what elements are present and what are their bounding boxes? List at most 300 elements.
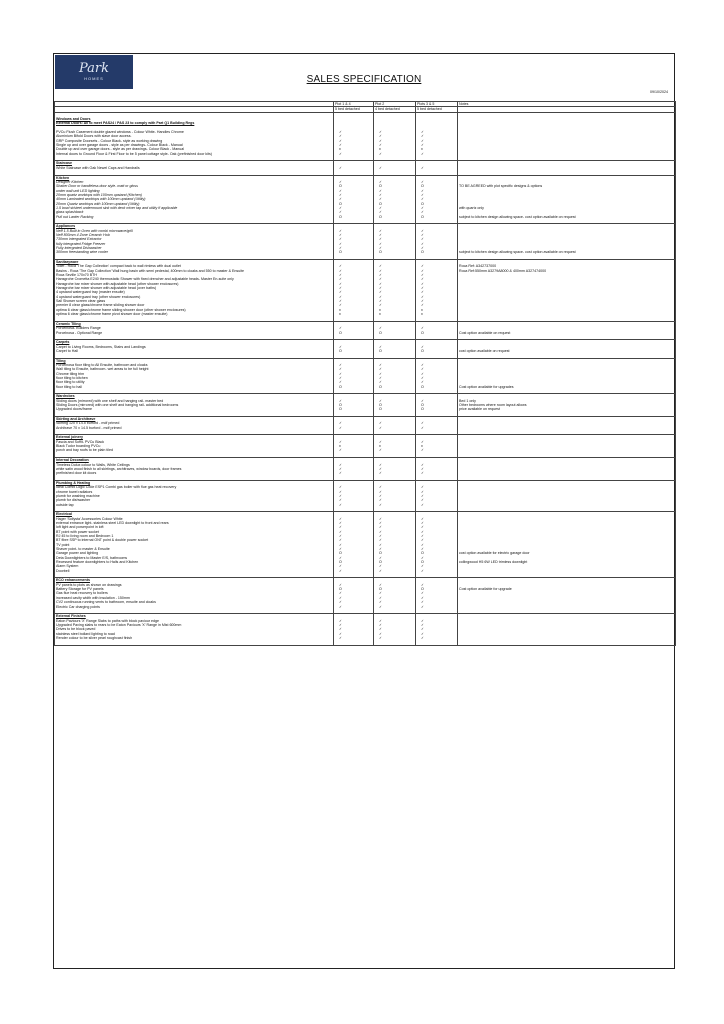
- plot-availability-mark: ✓: [421, 188, 425, 193]
- spec-note: cost option available for electric garage door: [459, 551, 530, 556]
- spec-item: Black Tudor boarding PVCu: [56, 444, 101, 449]
- plot-availability-mark: ✓: [421, 138, 425, 143]
- plot-availability-mark: ✓: [379, 534, 383, 538]
- spacer: [56, 573, 332, 577]
- spacer: [375, 507, 414, 511]
- plot-availability-mark: x: [379, 147, 381, 152]
- plot-availability-mark: ✓: [421, 294, 425, 299]
- section-plot-column: [374, 512, 416, 578]
- plot-availability-mark: ✓: [379, 246, 383, 250]
- plot-availability-mark: ✓: [339, 375, 343, 380]
- spec-item: external entrance light- stainless steel LED downlight to front and rears: [56, 520, 169, 525]
- plot-availability-mark: ✓: [339, 618, 343, 623]
- plot-availability-mark: ✓: [339, 228, 343, 233]
- plot-availability-mark: ✓: [339, 281, 343, 286]
- plot-availability-mark: ✓: [339, 294, 343, 299]
- section-notes: [458, 394, 676, 417]
- plot-availability-mark: ✓: [421, 600, 425, 605]
- spacer: [459, 255, 674, 259]
- spec-section: [55, 358, 676, 394]
- spacer: [459, 476, 674, 480]
- plot-availability-mark: ✓: [421, 232, 425, 237]
- plot-availability-mark: ✓: [379, 398, 383, 403]
- section-title: External Finishes: [56, 614, 86, 619]
- spec-item: Alarm System: [56, 564, 79, 569]
- plot-availability-mark: ✓: [379, 237, 383, 242]
- spec-item: Drives to be block paved: [56, 627, 96, 632]
- section-plot-column: [416, 112, 458, 161]
- house-type-plot-2: 4 bed detached: [374, 107, 416, 112]
- plot-availability-mark: x: [379, 307, 381, 312]
- plot-availability-mark: O: [421, 330, 424, 335]
- spec-item: Carpet to Living Rooms, Bedrooms, Stairs and Landings: [56, 344, 146, 349]
- section-description: [55, 358, 334, 394]
- plot-availability-mark: ✓: [421, 498, 425, 503]
- spacer: [417, 573, 456, 577]
- spec-section: [55, 340, 676, 358]
- spec-item: Deta Downlighters to Master E/S, bathrooms: [56, 555, 128, 560]
- spec-item: chrome towel radiators: [56, 489, 93, 494]
- plot-availability-mark: ✓: [339, 290, 343, 295]
- spacer: [56, 412, 332, 416]
- plot-availability-mark: O: [379, 587, 382, 592]
- plot-availability-mark: ✓: [421, 547, 425, 552]
- plot-availability-mark: ✓: [379, 371, 383, 376]
- spacer: [417, 335, 456, 339]
- plot-availability-mark: ✓: [421, 595, 425, 600]
- spec-item: Hansgrohe bar mixer shower with adjustable head (other shower enclosures): [56, 281, 179, 286]
- section-plot-column: [416, 512, 458, 578]
- spec-item: stainless steel bollard lighting to road: [56, 631, 115, 636]
- plot-availability-mark: ✓: [339, 205, 343, 210]
- section-description: [55, 578, 334, 614]
- plot-availability-mark: O: [339, 587, 342, 592]
- spec-item: Toilet - Roca 'The Gap Collection' compact back to wall rimless with dual outlet: [56, 264, 181, 269]
- spec-section: [55, 614, 676, 645]
- section-notes: [458, 480, 676, 511]
- plot-availability-mark: ✓: [339, 344, 343, 349]
- spacer: [459, 170, 674, 174]
- plot-availability-mark: ✓: [339, 380, 343, 385]
- plot-availability-mark: ✓: [379, 604, 383, 609]
- section-description: [55, 321, 334, 339]
- section-description: [55, 340, 334, 358]
- spec-section: [55, 175, 676, 224]
- spec-item: 40mm Laminated worktops with 100mm upstand (Utility): [56, 197, 146, 202]
- plot-availability-mark: ✓: [421, 622, 425, 627]
- spec-item: Timeless Dulux colour to Walls, White Ceilings: [56, 462, 130, 467]
- plot-availability-mark: ✓: [339, 188, 343, 193]
- document-date: 09/10/2024: [650, 90, 668, 94]
- plot-availability-mark: ✓: [379, 188, 383, 193]
- plot-availability-mark: O: [379, 407, 382, 412]
- spec-item: loft light and powerpoint in loft: [56, 525, 104, 530]
- plot-availability-mark: ✓: [421, 192, 425, 197]
- spacer: [459, 573, 674, 577]
- plot-availability-mark: ✓: [339, 568, 343, 573]
- plot-availability-mark: O: [421, 184, 424, 189]
- plot-availability-mark: ✓: [339, 489, 343, 494]
- spec-item: Wall tiling to Ensuite, bathroom- wet areas to be full height: [56, 367, 149, 372]
- spacer: [335, 219, 372, 223]
- plot-availability-mark: ✓: [379, 205, 383, 210]
- spec-item: Roca Seville 170x70 BTH: [56, 273, 97, 278]
- plot-availability-mark: ✓: [339, 192, 343, 197]
- spec-item: fully intergrated Fridge Freezer: [56, 241, 106, 246]
- plot-availability-mark: ✓: [421, 489, 425, 494]
- plot-availability-mark: ✓: [339, 635, 343, 640]
- section-notes: [458, 512, 676, 578]
- spacer: [459, 353, 674, 357]
- section-title: Skirting and Architrave: [56, 417, 96, 422]
- spec-item: Porcelnosa - Optional Range: [56, 330, 103, 335]
- plot-availability-mark: ✓: [379, 179, 383, 184]
- plot-availability-mark: O: [379, 184, 382, 189]
- plot-availability-mark: ✓: [421, 538, 425, 543]
- spec-item: Internal doors to Ground Floor & First Floor to be 5 panel cottage style- Oak (prefinished door kits): [56, 151, 213, 156]
- logo-text: Park: [78, 61, 109, 76]
- spec-section: [55, 112, 676, 161]
- spec-item: premier 8 clear glass/chrome frame sliding shower door: [56, 303, 145, 308]
- section-plot-column: [374, 175, 416, 224]
- spacer: [459, 412, 674, 416]
- plot-availability-mark: ✓: [421, 555, 425, 560]
- spec-item: Neff 800mm 4 Zone Ceramic Hob: [56, 232, 110, 237]
- section-description: [55, 175, 334, 224]
- plot-availability-mark: ✓: [421, 326, 425, 331]
- plot-availability-mark: ✓: [379, 525, 383, 530]
- spec-item: Carpet to Hall: [56, 348, 78, 353]
- section-notes: [458, 321, 676, 339]
- plot-availability-mark: ✓: [379, 466, 383, 471]
- section-plot-column: [416, 340, 458, 358]
- plot-availability-mark: O: [339, 407, 342, 412]
- spec-note: Bed 1 only: [459, 398, 476, 403]
- spacer: [459, 219, 674, 223]
- spacer: [417, 317, 456, 321]
- section-notes: [458, 358, 676, 394]
- plot-availability-mark: ✓: [379, 268, 383, 273]
- section-plot-column: [374, 480, 416, 511]
- plot-availability-mark: ✓: [421, 344, 425, 349]
- spec-item: BT point with power socket: [56, 529, 99, 534]
- plot-availability-mark: x: [339, 307, 341, 312]
- plot-availability-mark: x: [339, 444, 341, 449]
- spec-item: PVCu Flush Casement double glazed windows - Colour White- Handles Chrome: [56, 130, 184, 135]
- section-plot-column: [374, 260, 416, 322]
- plot-availability-mark: ✓: [421, 367, 425, 372]
- spec-section: [55, 321, 676, 339]
- spec-note: subject to kitchen design allowing space- cost option available on request: [459, 250, 576, 255]
- section-plot-column: [374, 112, 416, 161]
- spacer: [335, 609, 372, 613]
- plot-availability-mark: O: [421, 384, 424, 389]
- section-notes: [458, 175, 676, 224]
- plot-availability-mark: ✓: [379, 241, 383, 246]
- plot-availability-mark: ✓: [339, 421, 343, 426]
- spec-note: Roca Ref: A342737000: [459, 264, 497, 269]
- plot-availability-mark: ✓: [339, 197, 343, 202]
- spec-item: floor tiling to utility: [56, 380, 85, 385]
- plot-availability-mark: ✓: [379, 595, 383, 600]
- section-plot-column: [374, 161, 416, 175]
- plot-availability-mark: ✓: [339, 232, 343, 237]
- spacer: [335, 430, 372, 434]
- spacer: [459, 453, 674, 457]
- spacer: [56, 255, 332, 259]
- plot-availability-mark: ✓: [421, 631, 425, 636]
- section-plot-column: [374, 394, 416, 417]
- spec-item: Fascia and Soffit- PVCu Black: [56, 439, 105, 444]
- plot-availability-mark: ✓: [421, 568, 425, 573]
- plot-availability-mark: ✓: [421, 277, 425, 282]
- plot-availability-mark: ✓: [379, 281, 383, 286]
- spacer: [375, 353, 414, 357]
- plot-availability-mark: ✓: [379, 273, 383, 278]
- section-plot-column: [334, 161, 374, 175]
- plot-availability-mark: ✓: [379, 622, 383, 627]
- plot-availability-mark: ✓: [421, 591, 425, 596]
- spec-note: Cost option available for upgrades: [459, 384, 514, 389]
- plot-availability-mark: ✓: [339, 277, 343, 282]
- plot-availability-mark: ✓: [339, 600, 343, 605]
- spacer: [459, 507, 674, 511]
- plot-availability-mark: ✓: [339, 138, 343, 143]
- spec-item: 20mm quartz worktops with 100mm upstand (Kitchen): [56, 192, 142, 197]
- plot-availability-mark: ✓: [379, 232, 383, 237]
- plot-availability-mark: ✓: [339, 398, 343, 403]
- plot-availability-mark: ✓: [379, 165, 383, 170]
- section-plot-column: [334, 578, 374, 614]
- plot-availability-mark: ✓: [379, 564, 383, 569]
- logo-subtext: HOMES: [84, 76, 104, 81]
- spec-item: TV point: [56, 542, 70, 547]
- plot-availability-mark: ✓: [421, 516, 425, 521]
- plot-availability-mark: ✓: [379, 303, 383, 308]
- plot-availability-mark: ✓: [421, 179, 425, 184]
- plot-availability-mark: ✓: [379, 635, 383, 640]
- spacer: [375, 335, 414, 339]
- section-plot-column: [374, 340, 416, 358]
- spacer: [335, 389, 372, 393]
- plot-availability-mark: O: [339, 250, 342, 255]
- spacer: [417, 389, 456, 393]
- plot-availability-mark: ✓: [379, 502, 383, 507]
- spec-note: price available on request: [459, 407, 500, 412]
- spacer: [56, 640, 332, 644]
- spec-item: white satin wood finish to all skirtings, architraves, window boards, door frames: [56, 466, 182, 471]
- spec-item: floor tiling to hall: [56, 384, 82, 389]
- plot-availability-mark: ✓: [339, 130, 343, 135]
- spec-item: 1.5 bowl st/steel undermount sink with deck mixer tap and utility if applicable: [56, 205, 178, 210]
- plot-availability-mark: ✓: [339, 485, 343, 490]
- spec-item: optima 6 clear glass/chrome frame pivot shower door (master ensuite): [56, 312, 168, 317]
- plot-availability-mark: ✓: [421, 398, 425, 403]
- spacer: [335, 335, 372, 339]
- plot-availability-mark: ✓: [421, 228, 425, 233]
- plot-availability-mark: ✓: [339, 439, 343, 444]
- plot-availability-mark: ✓: [379, 542, 383, 547]
- spacer: [375, 430, 414, 434]
- plot-availability-mark: ✓: [339, 362, 343, 367]
- spacer: [459, 156, 674, 160]
- spec-item: Hager 'Sollysta' Accessories Colour White: [56, 516, 123, 521]
- plot-availability-mark: O: [379, 348, 382, 353]
- plot-availability-mark: ✓: [421, 380, 425, 385]
- section-description: [55, 435, 334, 458]
- plot-availability-mark: ✓: [339, 595, 343, 600]
- plot-availability-mark: x: [339, 147, 341, 152]
- plot-availability-mark: ✓: [339, 520, 343, 525]
- plot-availability-mark: ✓: [379, 197, 383, 202]
- plot-availability-mark: ✓: [339, 151, 343, 156]
- plot-availability-mark: ✓: [421, 582, 425, 587]
- spacer: [56, 219, 332, 223]
- spec-section: [55, 458, 676, 481]
- plot-availability-mark: ✓: [339, 299, 343, 304]
- plot-availability-mark: ✓: [339, 210, 343, 215]
- plot-availability-mark: ✓: [421, 143, 425, 148]
- plot-availability-mark: ✓: [379, 591, 383, 596]
- plot-availability-mark: ✓: [421, 471, 425, 476]
- spec-section: [55, 480, 676, 511]
- spec-item: Architrave 70 x 14.5 burford - mdf primed: [56, 425, 122, 430]
- plot-availability-mark: x: [379, 444, 381, 449]
- spec-item: PV panels to plots as shown on drawings: [56, 582, 122, 587]
- section-plot-column: [416, 260, 458, 322]
- plot-availability-mark: ✓: [379, 367, 383, 372]
- section-notes: [458, 112, 676, 161]
- spec-item: RJ 45 to living room and Bedroom 1: [56, 534, 114, 538]
- section-plot-column: [334, 321, 374, 339]
- plot-availability-mark: ✓: [339, 591, 343, 596]
- spacer: [417, 412, 456, 416]
- section-title: Appliances: [56, 224, 76, 229]
- section-description: [55, 458, 334, 481]
- plot-availability-mark: O: [421, 587, 424, 592]
- plot-availability-mark: ✓: [421, 299, 425, 304]
- spacer: [459, 609, 674, 613]
- spec-item: Chrome tiling trim: [56, 371, 85, 376]
- section-description: [55, 480, 334, 511]
- plot-availability-mark: ✓: [421, 635, 425, 640]
- plot-availability-mark: x: [421, 307, 423, 312]
- spacer: [417, 640, 456, 644]
- section-notes: [458, 340, 676, 358]
- section-description: [55, 161, 334, 175]
- plot-availability-mark: ✓: [421, 268, 425, 273]
- section-plot-column: [334, 340, 374, 358]
- plot-availability-mark: ✓: [421, 210, 425, 215]
- plot-availability-mark: ✓: [379, 471, 383, 476]
- plot-availability-mark: O: [379, 403, 382, 408]
- spacer: [417, 219, 456, 223]
- plot-availability-mark: O: [379, 250, 382, 255]
- spec-item: Eaton Paviours 'X' Range Slabs to paths with block paviour edge: [56, 618, 160, 623]
- spec-item: outside tap: [56, 502, 74, 507]
- spec-item: Shaker Door or handleless door style- matt or gloss: [56, 184, 138, 189]
- spacer: [335, 353, 372, 357]
- section-description: [55, 417, 334, 435]
- spacer: [459, 335, 674, 339]
- plot-availability-mark: ✓: [421, 564, 425, 569]
- spacer: [335, 412, 372, 416]
- section-plot-column: [374, 614, 416, 645]
- plot-availability-mark: O: [421, 250, 424, 255]
- section-plot-column: [374, 578, 416, 614]
- spec-item: Sliding doors (mirrored) with one shelf and hanging rail- master bed: [56, 398, 164, 403]
- section-notes: [458, 458, 676, 481]
- plot-availability-mark: O: [379, 214, 382, 219]
- section-plot-column: [334, 480, 374, 511]
- plot-availability-mark: O: [339, 330, 342, 335]
- plot-availability-mark: O: [379, 551, 382, 556]
- spec-item: 300mm freestanding wine cooler: [56, 250, 108, 255]
- spacer: [375, 453, 414, 457]
- column-header-plot-2: Plot 2: [374, 102, 416, 107]
- spacer: [375, 609, 414, 613]
- spec-item: porch and bay roofs to be plain tiled: [56, 448, 113, 453]
- spec-item: optima 6 clear glass/chrome frame sliding shower door (other shower enclosures): [56, 307, 186, 312]
- plot-availability-mark: ✓: [379, 362, 383, 367]
- plot-availability-mark: O: [339, 201, 342, 206]
- spec-item: Neff 1.5 Built in Oven with combi microwave/grill: [56, 228, 133, 233]
- plot-availability-mark: ✓: [379, 462, 383, 467]
- spec-item: under wall unit LED lighting: [56, 188, 100, 193]
- spacer: [417, 476, 456, 480]
- plot-availability-mark: ✓: [421, 281, 425, 286]
- plot-availability-mark: ✓: [339, 538, 343, 543]
- section-plot-column: [416, 435, 458, 458]
- spec-section: [55, 260, 676, 322]
- plot-availability-mark: ✓: [421, 604, 425, 609]
- section-plot-column: [334, 458, 374, 481]
- spec-item: prefinished door kit doors: [56, 471, 97, 476]
- section-notes: [458, 578, 676, 614]
- section-plot-column: [374, 321, 416, 339]
- spec-item: GRP Composite Doorsets - Colour Black- style as working drawing: [56, 138, 163, 143]
- spacer: [335, 255, 372, 259]
- plot-availability-mark: ✓: [339, 604, 343, 609]
- plot-availability-mark: ✓: [339, 564, 343, 569]
- plot-availability-mark: ✓: [379, 529, 383, 534]
- spec-item: Sail Shower screen clear glass: [56, 299, 106, 304]
- section-plot-column: [416, 394, 458, 417]
- plot-availability-mark: ✓: [339, 425, 343, 430]
- plot-availability-mark: O: [379, 560, 382, 565]
- plot-availability-mark: ✓: [421, 618, 425, 623]
- spec-section: [55, 435, 676, 458]
- spec-item: Fully intergrated Dishwasher: [56, 246, 102, 250]
- plot-availability-mark: ✓: [339, 134, 343, 139]
- spacer: [335, 317, 372, 321]
- spacer: [375, 255, 414, 259]
- spec-item: increased cavity width with insulation - 150mm: [56, 595, 130, 600]
- section-plot-column: [416, 480, 458, 511]
- spacer: [335, 453, 372, 457]
- spec-section: [55, 417, 676, 435]
- plot-availability-mark: ✓: [339, 371, 343, 376]
- section-notes: [458, 224, 676, 260]
- spec-note: Roca Ref:550mm A3279A8000 & 400mm A327474000: [459, 268, 547, 273]
- plot-availability-mark: ✓: [339, 498, 343, 503]
- spec-sheet: [53, 53, 675, 969]
- plot-availability-mark: ✓: [379, 485, 383, 490]
- section-plot-column: [416, 224, 458, 260]
- plot-availability-mark: ✓: [379, 299, 383, 304]
- spacer: [56, 335, 332, 339]
- spec-item: Sliding Doors (mirrored) with one shelf and hanging rail- additional bedrooms: [56, 403, 179, 408]
